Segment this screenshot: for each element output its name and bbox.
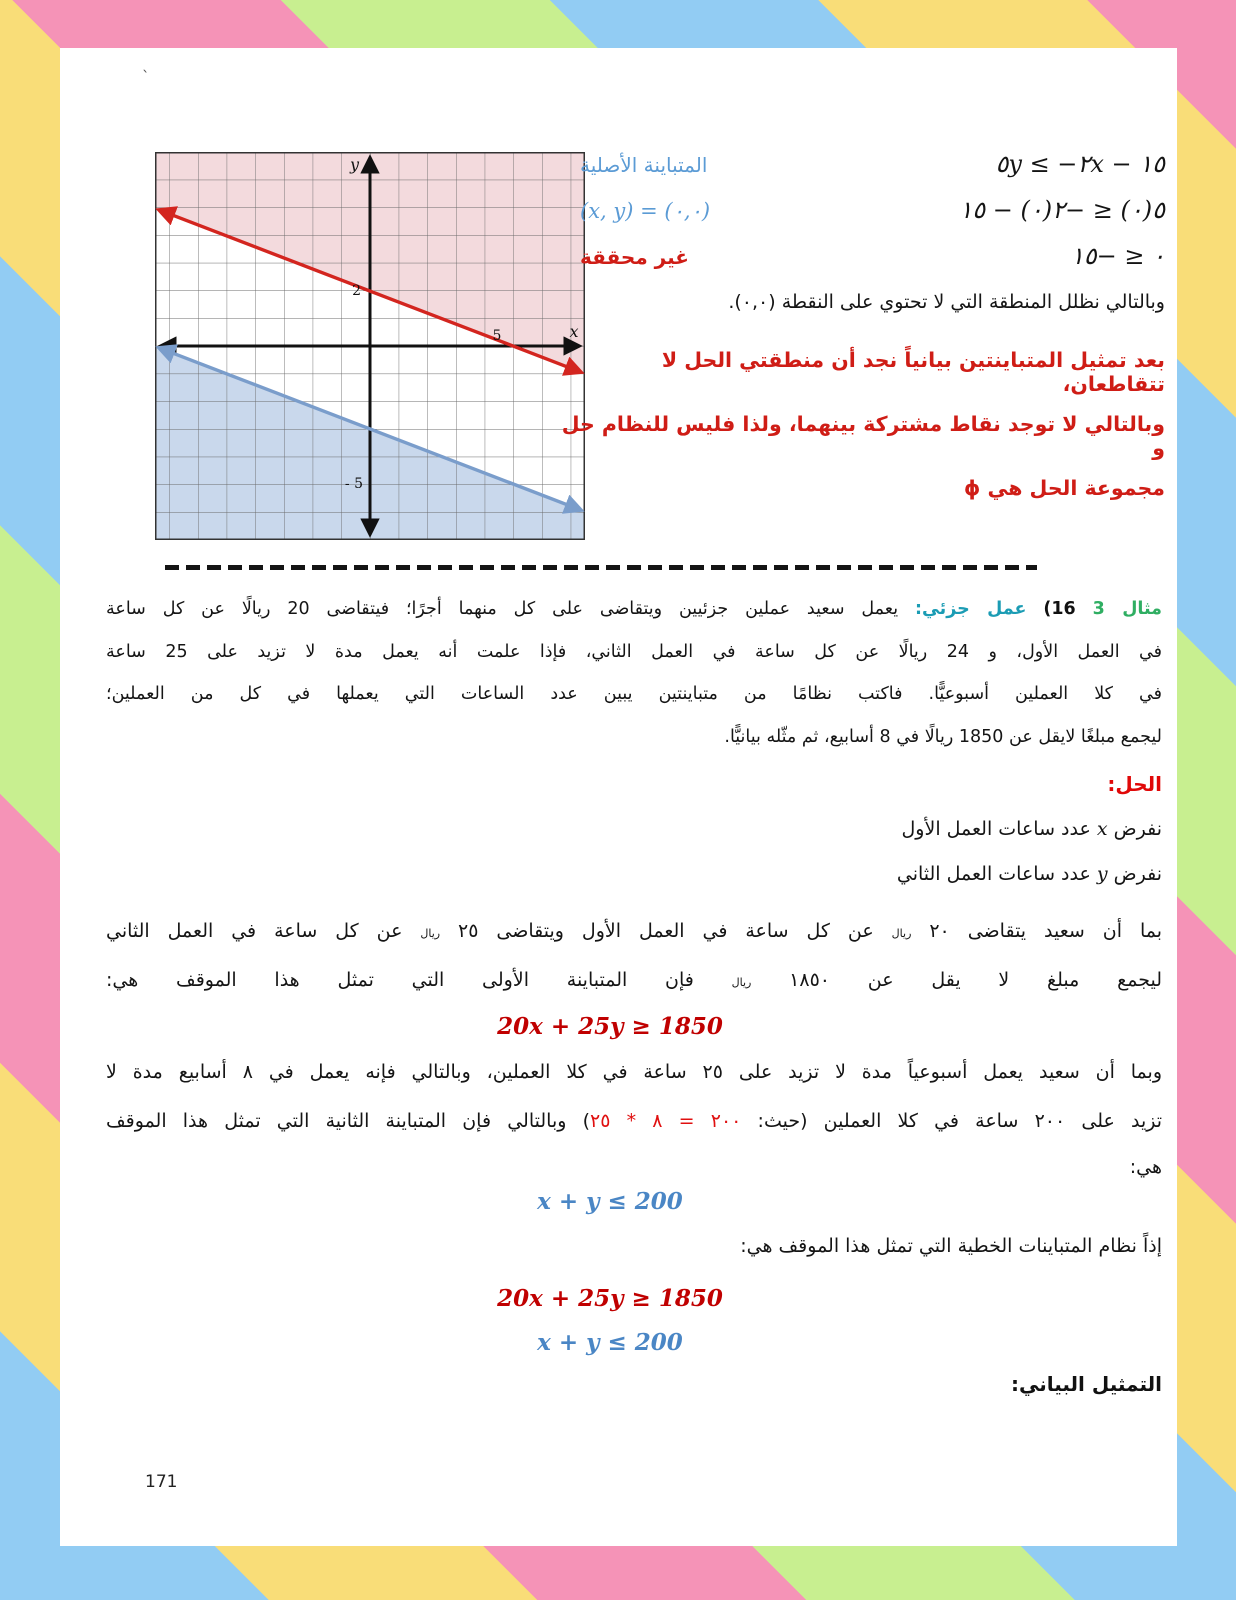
riyal-small-2: ريال	[420, 927, 441, 940]
verification-row-1	[580, 150, 1165, 178]
graphing-section-heading: التمثيل البياني:	[1010, 1372, 1162, 1396]
paragraph2-line-3: هي:	[1129, 1156, 1162, 1178]
calculation-25x8: ٢٠٠ = ٨ * ٢٥	[590, 1110, 742, 1132]
p1l2-a: ليجمع مبلغ لا يقل عن ١٨٥٠	[751, 969, 1162, 991]
shading-note: وبالتالي نظلل المنطقة التي لا تحتوي على النقطة (٠,٠).	[728, 291, 1165, 313]
riyal-small-3: ريال	[731, 976, 752, 989]
example-line-2: في العمل الأول، و 24 ريالًا عن كل ساعة في العمل الثاني، فإذا علمت أنه يعمل مدة لا تزيد على 25 ساعة	[106, 642, 1162, 662]
p1l2-b: فإن المتباينة الأولى التي تمثل هذا الموقف هي:	[106, 969, 732, 991]
part-time-work-title: عمل جزئي:	[914, 599, 1027, 619]
test-point-label: (x, y) = (٠,٠)	[580, 199, 711, 223]
p1l1-c: عن كل ساعة في العمل الثاني	[106, 920, 421, 942]
system-inequality-2	[290, 1329, 930, 1356]
assume-y-line	[106, 863, 1162, 885]
p2l2-b: ) وبالتالي فإن المتباينة الثانية التي تمثل هذا الموقف	[106, 1110, 590, 1132]
solution-heading: الحل:	[1107, 772, 1162, 796]
assume-y-post: عدد ساعات العمل الثاني	[896, 863, 1091, 885]
conclusion-line-1: بعد تمثيل المتباينتين بيانياً نجد أن منطقتي الحل لا تتقاطعان،	[661, 348, 1165, 396]
verification-row-3	[580, 242, 1165, 270]
substitution-equation: ٥(٠) ≤ −٢(٠) − ١٥	[959, 196, 1165, 224]
system-intro-line: إذاً نظام المتباينات الخطية التي تمثل هذا الموقف هي:	[740, 1235, 1162, 1257]
inequality-20x-25y: 20x + 25y ≥ 1850	[497, 1013, 723, 1040]
p1l1-b: عن كل ساعة في العمل الأول ويتقاضى ٢٥	[440, 920, 892, 942]
dashed-separator	[165, 565, 1037, 570]
y-tick-label-neg5: - 5	[344, 476, 363, 492]
second-inequality-display	[290, 1188, 930, 1215]
original-inequality-equation: ٥y ≤ −٢x − ١٥	[995, 150, 1165, 178]
not-satisfied-label: غير محققة	[580, 245, 689, 269]
y-intercept-tick-label: 2	[352, 283, 361, 299]
worksheet-page	[60, 48, 1177, 1546]
example-line-1	[106, 599, 1162, 619]
conclusion-line-3: مجموعة الحل هي ϕ	[964, 476, 1165, 500]
example-line-4: ليجمع مبلغًا لايقل عن 1850 ريالًا في 8 أسابيع، ثم مثّله بيانيًّا.	[724, 727, 1162, 747]
inequality-system-graph	[155, 152, 585, 540]
x-tick-label-5: 5	[492, 328, 502, 344]
p2l2-a: تزيد على ٢٠٠ ساعة في كلا العملين (حيث:	[741, 1110, 1163, 1132]
verification-row-2	[580, 196, 1165, 224]
result-equation: ٠ ≤ −١٥	[1070, 242, 1165, 270]
paragraph1-line-2	[106, 969, 1162, 991]
first-inequality-display	[290, 1013, 930, 1040]
inequality-x-plus-y: x + y ≤ 200	[537, 1188, 683, 1215]
y-axis-label: y	[349, 155, 359, 174]
page-number: 171	[145, 1472, 178, 1492]
paragraph2-line-2	[106, 1110, 1162, 1132]
original-inequality-label: المتباينة الأصلية	[580, 153, 708, 177]
example-text-1: يعمل سعيد عملين جزئيين ويتقاضى على كل منهما أجرًا؛ فيتقاضى 20 ريالًا عن كل ساعة	[106, 599, 899, 619]
graph-svg	[155, 152, 585, 540]
paragraph1-line-1	[106, 920, 1162, 942]
example-line-3: في كلا العملين أسبوعيًّا. فاكتب نظامًا من متباينتين يبين عدد الساعات التي يعملها في كل من العملين؛	[106, 684, 1162, 704]
system-eq-red: 20x + 25y ≥ 1850	[497, 1285, 723, 1312]
assume-x-post: عدد ساعات العمل الأول	[901, 818, 1091, 840]
problem-number: (16	[1043, 599, 1076, 619]
system-inequality-1	[290, 1285, 930, 1312]
example-number-label: مثال 3	[1092, 599, 1162, 619]
paragraph2-line-1: وبما أن سعيد يعمل أسبوعياً مدة لا تزيد على ٢٥ ساعة في كلا العملين، وبالتالي فإنه يعمل في ٨ أسابيع مدة لا	[106, 1061, 1162, 1083]
variable-y: y	[1096, 863, 1108, 885]
assume-x-line	[106, 818, 1162, 840]
system-eq-blue: x + y ≤ 200	[537, 1329, 683, 1356]
variable-x: x	[1096, 818, 1108, 840]
conclusion-line-2: وبالتالي لا توجد نقاط مشتركة بينهما، ولذا فليس للنظام حل و	[561, 412, 1165, 460]
stray-pen-mark: `	[142, 68, 150, 86]
assume-y-pre: نفرض	[1113, 863, 1162, 885]
p1l1-a: بما أن سعيد يتقاضى ٢٠	[911, 920, 1163, 942]
riyal-small-1: ريال	[891, 927, 912, 940]
x-axis-label: x	[569, 322, 579, 341]
assume-x-pre: نفرض	[1113, 818, 1162, 840]
